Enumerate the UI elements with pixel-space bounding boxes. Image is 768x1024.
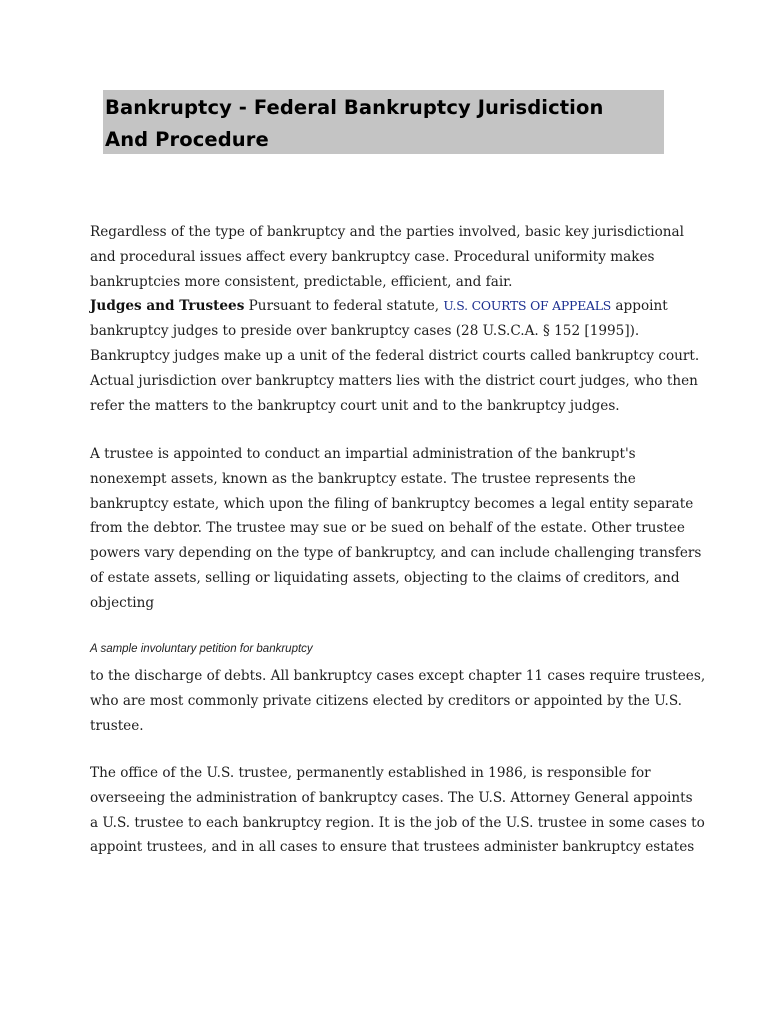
page-title-line-1: Bankruptcy - Federal Bankruptcy Jurisdiction xyxy=(105,96,604,119)
discharge-line: trustee. xyxy=(90,717,144,734)
judges-line: bankruptcy judges to preside over bankruptcy cases (28 U.S.C.A. § 152 [1995]). xyxy=(90,323,640,340)
figure-caption: A sample involuntary petition for bankruptcy xyxy=(90,643,313,655)
office-line: appoint trustees, and in all cases to ensure that trustees administer bankruptcy estates xyxy=(90,839,695,856)
office-line: The office of the U.S. trustee, permanently established in 1986, is responsible for xyxy=(90,765,651,781)
courts-of-appeals-link[interactable]: U.S. COURTS OF APPEALS xyxy=(443,298,612,314)
discharge-line: who are most commonly private citizens elected by creditors or appointed by the U.S. xyxy=(90,692,682,709)
judges-line: refer the matters to the bankruptcy court unit and to the bankruptcy judges. xyxy=(90,397,620,414)
trustee-line: bankruptcy estate, which upon the filing of bankruptcy becomes a legal entity separate xyxy=(90,495,694,512)
trustee-line: from the debtor. The trustee may sue or be sued on behalf of the estate. Other trustee xyxy=(90,520,685,537)
judges-line: Actual jurisdiction over bankruptcy matters lies with the district court judges, who then xyxy=(90,372,698,389)
page-title xyxy=(105,92,664,156)
discharge-line: to the discharge of debts. All bankruptcy cases except chapter 11 cases require trustees, xyxy=(90,668,706,684)
intro-line: Regardless of the type of bankruptcy and the parties involved, basic key jurisdictional xyxy=(90,224,684,240)
intro-paragraph xyxy=(90,220,700,418)
trustee-line: A trustee is appointed to conduct an impartial administration of the bankrupt's xyxy=(90,446,636,462)
judges-lead-text: Pursuant to federal statute, xyxy=(244,298,444,315)
office-paragraph xyxy=(90,761,705,860)
trustee-line: of estate assets, selling or liquidating assets, objecting to the claims of creditors, and xyxy=(90,569,680,586)
judges-tail-text: appoint xyxy=(611,298,668,315)
intro-line: and procedural issues affect every bankruptcy case. Procedural uniformity makes xyxy=(90,248,655,265)
title-banner xyxy=(103,90,664,154)
trustee-line: objecting xyxy=(90,594,155,611)
trustee-paragraph xyxy=(90,442,702,616)
page-title-line-2: And Procedure xyxy=(105,128,269,151)
discharge-paragraph xyxy=(90,664,706,738)
section-heading-judges-trustees: Judges and Trustees xyxy=(90,298,245,315)
judges-line: Bankruptcy judges make up a unit of the federal district courts called bankruptcy court. xyxy=(90,347,700,364)
trustee-line: nonexempt assets, known as the bankruptcy estate. The trustee represents the xyxy=(90,470,636,487)
judges-first-line xyxy=(90,294,690,319)
office-line: a U.S. trustee to each bankruptcy region. It is the job of the U.S. trustee in some cases to xyxy=(90,814,705,831)
trustee-line: powers vary depending on the type of bankruptcy, and can include challenging transfers xyxy=(90,545,702,562)
intro-line: bankruptcies more consistent, predictable, efficient, and fair. xyxy=(90,273,513,290)
office-line: overseeing the administration of bankruptcy cases. The U.S. Attorney General appoints xyxy=(90,789,693,806)
